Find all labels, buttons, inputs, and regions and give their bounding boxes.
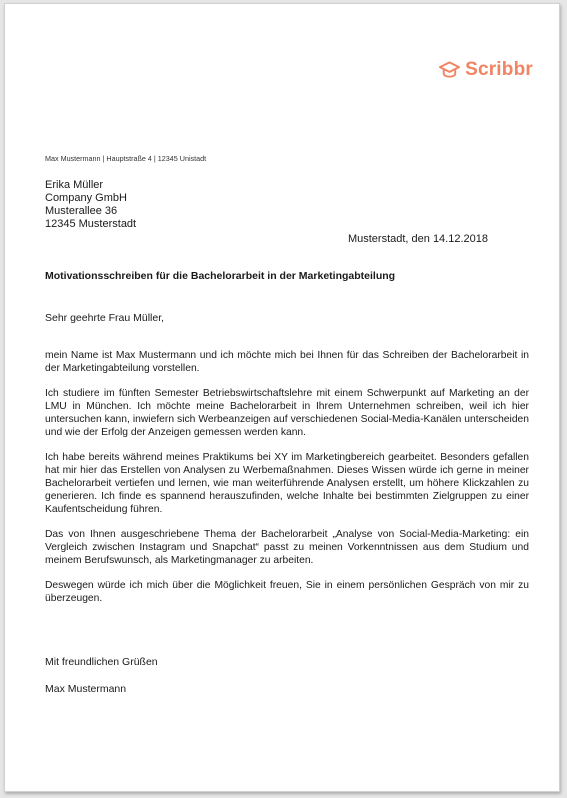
- letter-body: [45, 349, 529, 617]
- date-line: Musterstadt, den 14.12.2018: [347, 233, 488, 245]
- recipient-line: Company GmbH: [45, 192, 127, 204]
- body-paragraph: Deswegen würde ich mich über die Möglichkeit freuen, Sie in einem persönlichen Gespräch von mir zu überzeugen.: [45, 580, 529, 604]
- body-paragraph: Das von Ihnen ausgeschriebene Thema der Bachelorarbeit „Analyse von Social-Media-Marketing: ein Vergleich zwischen Instagram und Snapchat“ passt zu meinen Vorkenntnissen aus dem Studium und meinem Berufswunsch, als Marketingmanager zu arbeiten.: [45, 529, 529, 566]
- subject-line: Motivationsschreiben für die Bachelorarbeit in der Marketingabteilung: [45, 270, 396, 282]
- signature-name: Max Mustermann: [45, 683, 127, 695]
- recipient-line: Musterallee 36: [45, 205, 118, 217]
- body-paragraph: Ich studiere im fünften Semester Betriebswirtschaftslehre mit einem Schwerpunkt auf Marketing an der LMU in München. Ich möchte meine Bachelorarbeit in Ihrem Unternehmen schreiben, weil ich hier untersuchen kann, inwiefern sich Werbeanzeigen auf verschiedenen Social-Media-Kanälen unterscheiden und wie der Erfolg der Anzeigen gemessen werden kann.: [45, 388, 529, 438]
- graduation-cap-icon: [438, 60, 461, 80]
- recipient-address: [45, 179, 136, 231]
- recipient-line: 12345 Musterstadt: [45, 218, 137, 230]
- body-paragraph: Ich habe bereits während meines Praktikums bei XY im Marketingbereich gearbeitet. Besonders gefallen hat mir hier das Erstellen von Analysen zu Werbemaßnahmen. Dieses Wissen würde ich gerne in meiner Bachelorarbeit vertiefen und lernen, wie man weiterführende Analysen erstellt, um höhere Klickzahlen zu generieren. Ich finde es spannend herauszufinden, welche Inhalte bei bestimmten Zielgruppen zu einer Kaufentscheidung führen.: [45, 452, 529, 515]
- sender-address-line: Max Mustermann | Hauptstraße 4 | 12345 Unistadt: [45, 154, 207, 163]
- body-paragraph: mein Name ist Max Mustermann und ich möchte mich bei Ihnen für das Schreiben der Bachelorarbeit in der Marketingabteilung vorstellen.: [45, 350, 529, 374]
- logo-text: Scribbr: [465, 59, 533, 80]
- letter-page: [4, 3, 560, 792]
- recipient-line: Erika Müller: [45, 179, 104, 191]
- closing-phrase: Mit freundlichen Grüßen: [45, 656, 158, 668]
- salutation: Sehr geehrte Frau Müller,: [45, 312, 165, 324]
- scribbr-logo: [438, 59, 533, 81]
